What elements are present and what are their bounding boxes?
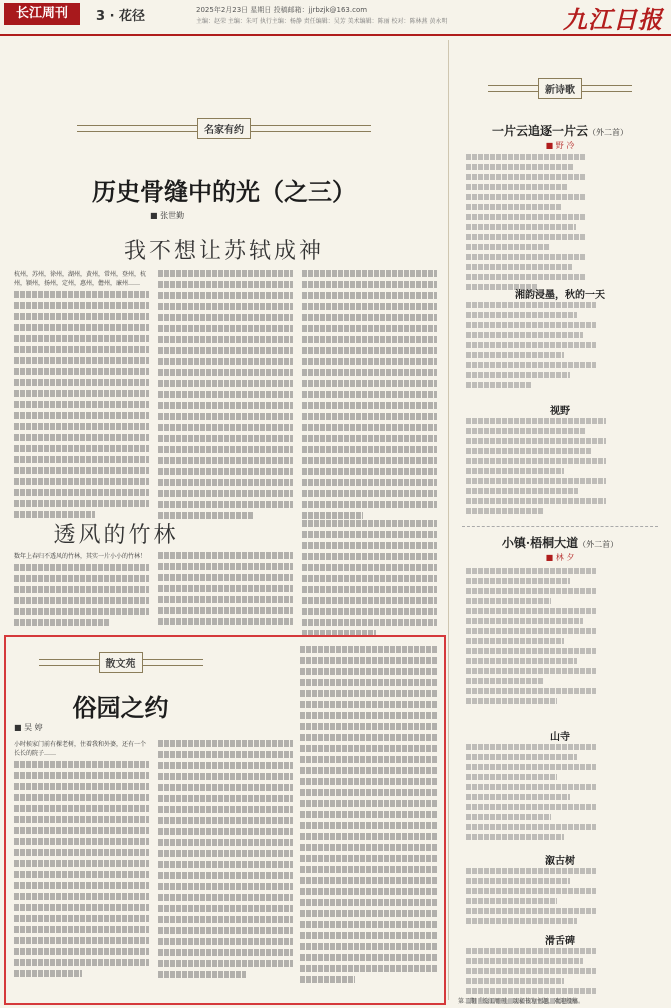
bottom-article-lead: 小时候家门前有棵老树，住着我和外婆，还有一个长长的院子…… bbox=[14, 741, 147, 757]
body-text-line bbox=[300, 767, 438, 774]
body-text-line bbox=[466, 618, 583, 624]
article2-col-1 bbox=[14, 552, 149, 630]
body-text-line bbox=[14, 772, 149, 779]
body-text-line bbox=[158, 380, 293, 387]
body-text-line bbox=[466, 362, 596, 368]
article1-col-2 bbox=[158, 270, 293, 523]
body-text-line bbox=[158, 850, 293, 857]
body-text-line bbox=[466, 418, 606, 424]
body-text-line bbox=[158, 281, 293, 288]
body-text-line bbox=[158, 325, 293, 332]
body-text-line bbox=[14, 379, 149, 386]
body-text-line bbox=[158, 435, 293, 442]
body-text-line bbox=[466, 608, 596, 614]
body-text-line bbox=[302, 608, 437, 615]
article-title: 历史骨缝中的光（之三） bbox=[92, 177, 356, 206]
body-text-line bbox=[158, 369, 293, 376]
article2-col-2 bbox=[158, 552, 293, 629]
body-text-line bbox=[302, 542, 437, 549]
body-text-line bbox=[300, 811, 438, 818]
body-text-line bbox=[158, 501, 293, 508]
body-text-line bbox=[466, 978, 564, 984]
body-text-line bbox=[466, 698, 557, 704]
body-text-line bbox=[14, 597, 149, 604]
body-text-line bbox=[466, 372, 570, 378]
body-text-line bbox=[302, 380, 437, 387]
body-text-line bbox=[14, 970, 82, 977]
body-text-line bbox=[466, 264, 572, 270]
tag-rule-right bbox=[251, 125, 371, 132]
body-text-line bbox=[158, 773, 293, 780]
poem1-title-text: 一片云追逐一片云 bbox=[491, 124, 588, 138]
body-text-line bbox=[302, 314, 437, 321]
body-text-line bbox=[300, 745, 438, 752]
body-text-line bbox=[158, 751, 293, 758]
body-text-line bbox=[158, 927, 293, 934]
body-text-line bbox=[158, 861, 293, 868]
body-text-line bbox=[300, 789, 438, 796]
poem7-title: 滑舌碑 bbox=[545, 936, 575, 947]
body-text-line bbox=[14, 926, 149, 933]
body-text-line bbox=[302, 336, 437, 343]
body-text-line bbox=[466, 568, 596, 574]
body-text-line bbox=[158, 795, 293, 802]
body-text-line bbox=[302, 619, 437, 626]
body-text-line bbox=[158, 905, 293, 912]
body-text-line bbox=[158, 446, 293, 453]
body-text-line bbox=[158, 574, 293, 581]
body-text-line bbox=[158, 596, 293, 603]
body-text-line bbox=[466, 174, 586, 180]
bottom-article-title: 俗园之约 bbox=[72, 693, 169, 722]
body-text-line bbox=[14, 412, 149, 419]
body-text-line bbox=[466, 948, 596, 954]
body-text-line bbox=[158, 883, 293, 890]
body-text-line bbox=[14, 761, 149, 768]
body-text-line bbox=[466, 214, 586, 220]
body-text-line bbox=[14, 434, 149, 441]
body-text-line bbox=[14, 401, 149, 408]
body-text-line bbox=[466, 668, 596, 674]
body-text-line bbox=[14, 368, 149, 375]
body-text-line bbox=[466, 814, 551, 820]
body-text-line bbox=[466, 598, 551, 604]
poem2-body bbox=[466, 302, 596, 392]
body-text-line bbox=[300, 690, 438, 697]
body-text-line bbox=[466, 428, 585, 434]
body-text-line bbox=[466, 382, 531, 388]
body-text-line bbox=[302, 369, 437, 376]
body-text-line bbox=[158, 740, 293, 747]
article2-col-3 bbox=[302, 520, 437, 641]
body-text-line bbox=[158, 806, 293, 813]
body-text-line bbox=[466, 352, 564, 358]
body-text-line bbox=[158, 817, 293, 824]
body-text-line bbox=[466, 794, 570, 800]
poem3-title: 视野 bbox=[550, 406, 570, 417]
body-text-line bbox=[302, 435, 437, 442]
body-text-line bbox=[14, 849, 149, 856]
body-text-line bbox=[466, 468, 564, 474]
body-text-line bbox=[14, 390, 149, 397]
body-text-line bbox=[300, 855, 438, 862]
body-text-line bbox=[158, 916, 293, 923]
body-text-line bbox=[466, 342, 596, 348]
body-text-line bbox=[466, 648, 596, 654]
body-text-line bbox=[466, 658, 577, 664]
body-text-line bbox=[158, 585, 293, 592]
poem4-title bbox=[452, 534, 668, 551]
body-text-line bbox=[14, 959, 149, 966]
body-text-line bbox=[158, 457, 293, 464]
body-text-line bbox=[466, 322, 596, 328]
poem4-author: ■ 林 夕 bbox=[545, 553, 575, 562]
body-text-line bbox=[466, 204, 562, 210]
body-text-line bbox=[466, 754, 577, 760]
poetry-column bbox=[452, 40, 668, 1005]
body-text-line bbox=[302, 303, 437, 310]
body-text-line bbox=[300, 679, 438, 686]
body-text-line bbox=[466, 498, 606, 504]
body-text-line bbox=[302, 391, 437, 398]
body-text-line bbox=[14, 816, 149, 823]
bottom-article-col-1 bbox=[14, 740, 149, 981]
tag-rule-left bbox=[488, 85, 538, 92]
body-text-line bbox=[302, 531, 437, 538]
body-text-line bbox=[300, 712, 438, 719]
body-text-line bbox=[300, 943, 438, 950]
article1-lead: 杭州，苏州，徐州，湖州，黄州，常州，登州，杭州，颍州，扬州，定州，惠州，儋州，廉州…… bbox=[14, 271, 147, 287]
body-text-line bbox=[300, 646, 438, 653]
body-text-line bbox=[14, 357, 149, 364]
body-text-line bbox=[300, 778, 438, 785]
body-text-line bbox=[14, 478, 149, 485]
body-text-line bbox=[466, 194, 586, 200]
body-text-line bbox=[158, 607, 293, 614]
newspaper-logo: 九江日报 bbox=[563, 5, 663, 34]
body-text-line bbox=[158, 960, 293, 967]
body-text-line bbox=[466, 234, 586, 240]
tag-rule-left bbox=[77, 125, 197, 132]
body-text-line bbox=[158, 292, 293, 299]
column-tag-xinshige bbox=[452, 78, 668, 99]
body-text-line bbox=[158, 552, 293, 559]
body-text-line bbox=[466, 332, 583, 338]
body-text-line bbox=[14, 783, 149, 790]
body-text-line bbox=[302, 457, 437, 464]
body-text-line bbox=[158, 347, 293, 354]
body-text-line bbox=[158, 413, 293, 420]
body-text-line bbox=[14, 456, 149, 463]
body-text-line bbox=[302, 347, 437, 354]
body-text-line bbox=[466, 224, 576, 230]
body-text-line bbox=[466, 988, 596, 994]
body-text-line bbox=[14, 608, 149, 615]
body-text-line bbox=[14, 805, 149, 812]
body-text-line bbox=[158, 949, 293, 956]
body-text-line bbox=[158, 402, 293, 409]
body-text-line bbox=[302, 575, 437, 582]
body-text-line bbox=[14, 313, 149, 320]
body-text-line bbox=[466, 478, 606, 484]
body-text-line bbox=[300, 833, 438, 840]
body-text-line bbox=[466, 898, 557, 904]
body-text-line bbox=[466, 868, 596, 874]
body-text-line bbox=[158, 391, 293, 398]
body-text-line bbox=[300, 976, 355, 983]
body-text-line bbox=[466, 958, 583, 964]
article-subtitle-2: 透风的竹林 bbox=[53, 523, 179, 548]
body-text-line bbox=[302, 479, 437, 486]
body-text-line bbox=[158, 762, 293, 769]
body-text-line bbox=[14, 324, 149, 331]
body-text-line bbox=[466, 312, 577, 318]
body-text-line bbox=[466, 302, 596, 308]
body-text-line bbox=[466, 784, 596, 790]
poem2-title: 湘韵浸墨，秋的一天 bbox=[515, 290, 605, 301]
body-text-line bbox=[14, 893, 149, 900]
body-text-line bbox=[300, 932, 438, 939]
bottom-article-byline: ■ 吴 婷 bbox=[14, 723, 43, 732]
body-text-line bbox=[466, 804, 596, 810]
body-text-line bbox=[158, 468, 293, 475]
body-text-line bbox=[158, 938, 293, 945]
body-text-line bbox=[300, 822, 438, 829]
article2-lead: 数年上春归不透风的竹林，其实一片小小的竹林！ bbox=[14, 553, 147, 560]
body-text-line bbox=[466, 274, 586, 280]
body-text-line bbox=[300, 756, 438, 763]
body-text-line bbox=[466, 458, 606, 464]
body-text-line bbox=[302, 325, 437, 332]
body-text-line bbox=[302, 446, 437, 453]
tag-rule-left bbox=[39, 659, 99, 666]
column-divider bbox=[448, 40, 449, 1000]
column-tag-sanwen bbox=[8, 652, 233, 673]
page-number: 3 · 花径 bbox=[96, 9, 146, 24]
poem4-title-text: 小镇·梧桐大道 bbox=[501, 536, 579, 550]
body-text-line bbox=[466, 688, 596, 694]
body-text-line bbox=[302, 564, 437, 571]
body-text-line bbox=[14, 586, 149, 593]
body-text-line bbox=[14, 948, 149, 955]
body-text-line bbox=[466, 508, 543, 514]
poem4-subtitle: （外二首） bbox=[578, 540, 619, 549]
body-text-line bbox=[14, 423, 149, 430]
section-label: 长江周刊 bbox=[4, 3, 80, 25]
body-text-line bbox=[466, 244, 550, 250]
tag-rule-right bbox=[582, 85, 632, 92]
body-text-line bbox=[466, 154, 586, 160]
poem5-body bbox=[466, 744, 596, 844]
body-text-line bbox=[466, 888, 596, 894]
body-text-line bbox=[158, 314, 293, 321]
body-text-line bbox=[302, 424, 437, 431]
column-footer-note: 第二期「长江周刊」以家书为主题，欢迎投稿。 bbox=[458, 998, 585, 1005]
body-text-line bbox=[14, 860, 149, 867]
section-divider bbox=[462, 526, 658, 527]
body-text-line bbox=[300, 701, 438, 708]
body-text-line bbox=[300, 954, 438, 961]
body-text-line bbox=[14, 904, 149, 911]
body-text-line bbox=[302, 468, 437, 475]
poem5-title: 山寺 bbox=[550, 732, 570, 743]
body-text-line bbox=[158, 618, 293, 625]
poem1-title bbox=[452, 122, 668, 139]
body-text-line bbox=[302, 490, 437, 497]
body-text-line bbox=[158, 894, 293, 901]
body-text-line bbox=[14, 489, 149, 496]
column-tag-label: 新诗歌 bbox=[538, 78, 582, 99]
issue-meta: 2025年2月23日 星期日 投稿邮箱：jjrbzjk@163.com bbox=[196, 6, 368, 14]
article-byline: ■ 张世勤 bbox=[150, 211, 185, 220]
body-text-line bbox=[14, 827, 149, 834]
editor-credits: 主编：赵荣 主编：朱可 执行主编：杨静 责任编辑：吴芳 美术编辑：陈丽 校对：陈林燕 黄永明 bbox=[196, 18, 448, 25]
body-text-line bbox=[300, 888, 438, 895]
body-text-line bbox=[302, 281, 437, 288]
body-text-line bbox=[300, 921, 438, 928]
body-text-line bbox=[14, 445, 149, 452]
body-text-line bbox=[158, 303, 293, 310]
column-tag-label: 散文苑 bbox=[99, 652, 143, 673]
poem3-body bbox=[466, 418, 606, 518]
body-text-line bbox=[302, 586, 437, 593]
body-text-line bbox=[302, 512, 363, 519]
body-text-line bbox=[14, 467, 149, 474]
body-text-line bbox=[300, 800, 438, 807]
body-text-line bbox=[466, 764, 596, 770]
body-text-line bbox=[14, 871, 149, 878]
body-text-line bbox=[302, 358, 437, 365]
body-text-line bbox=[14, 346, 149, 353]
body-text-line bbox=[14, 882, 149, 889]
body-text-line bbox=[300, 910, 438, 917]
body-text-line bbox=[466, 908, 596, 914]
body-text-line bbox=[14, 838, 149, 845]
body-text-line bbox=[158, 270, 293, 277]
body-text-line bbox=[158, 563, 293, 570]
body-text-line bbox=[466, 184, 568, 190]
poem6-title: 溆古树 bbox=[545, 856, 575, 867]
body-text-line bbox=[300, 723, 438, 730]
poem4-body bbox=[466, 568, 596, 708]
body-text-line bbox=[466, 824, 596, 830]
body-text-line bbox=[158, 971, 246, 978]
poem1-author: ■ 野 冷 bbox=[545, 141, 575, 150]
body-text-line bbox=[14, 500, 149, 507]
body-text-line bbox=[14, 291, 149, 298]
body-text-line bbox=[302, 553, 437, 560]
body-text-line bbox=[302, 413, 437, 420]
body-text-line bbox=[466, 968, 596, 974]
body-text-line bbox=[300, 877, 438, 884]
bottom-article-col-2 bbox=[158, 740, 293, 982]
body-text-line bbox=[466, 578, 570, 584]
body-text-line bbox=[302, 292, 437, 299]
body-text-line bbox=[14, 619, 109, 626]
body-text-line bbox=[466, 774, 557, 780]
body-text-line bbox=[14, 335, 149, 342]
poem1-subtitle: （外二首） bbox=[588, 128, 628, 137]
body-text-line bbox=[300, 668, 438, 675]
body-text-line bbox=[300, 844, 438, 851]
body-text-line bbox=[466, 918, 577, 924]
article1-col-3 bbox=[302, 270, 437, 523]
body-text-line bbox=[14, 511, 95, 518]
body-text-line bbox=[466, 744, 596, 750]
body-text-line bbox=[158, 490, 293, 497]
body-text-line bbox=[302, 270, 437, 277]
body-text-line bbox=[300, 866, 438, 873]
page-header bbox=[0, 0, 671, 36]
body-text-line bbox=[300, 657, 438, 664]
body-text-line bbox=[466, 878, 570, 884]
body-text-line bbox=[466, 628, 596, 634]
body-text-line bbox=[158, 479, 293, 486]
body-text-line bbox=[158, 784, 293, 791]
article-subtitle-1: 我不想让苏轼成神 bbox=[123, 239, 324, 264]
bottom-article-col-3 bbox=[300, 646, 438, 987]
body-text-line bbox=[466, 834, 564, 840]
body-text-line bbox=[466, 438, 606, 444]
body-text-line bbox=[466, 254, 586, 260]
body-text-line bbox=[14, 302, 149, 309]
body-text-line bbox=[158, 872, 293, 879]
body-text-line bbox=[158, 839, 293, 846]
article1-col-1 bbox=[14, 270, 149, 522]
poem6-body bbox=[466, 868, 596, 928]
body-text-line bbox=[466, 588, 596, 594]
body-text-line bbox=[14, 915, 149, 922]
body-text-line bbox=[302, 520, 437, 527]
column-tag-label: 名家有约 bbox=[197, 118, 251, 139]
body-text-line bbox=[466, 164, 574, 170]
body-text-line bbox=[14, 794, 149, 801]
column-tag-mingjia bbox=[6, 118, 442, 139]
body-text-line bbox=[466, 638, 564, 644]
body-text-line bbox=[14, 937, 149, 944]
body-text-line bbox=[302, 501, 437, 508]
body-text-line bbox=[300, 899, 438, 906]
body-text-line bbox=[302, 402, 437, 409]
tag-rule-right bbox=[143, 659, 203, 666]
body-text-line bbox=[14, 564, 149, 571]
body-text-line bbox=[466, 678, 544, 684]
body-text-line bbox=[158, 358, 293, 365]
poem1-body bbox=[466, 154, 586, 294]
body-text-line bbox=[14, 575, 149, 582]
body-text-line bbox=[158, 336, 293, 343]
body-text-line bbox=[466, 488, 578, 494]
body-text-line bbox=[158, 828, 293, 835]
body-text-line bbox=[158, 424, 293, 431]
body-text-line bbox=[466, 448, 592, 454]
body-text-line bbox=[300, 734, 438, 741]
body-text-line bbox=[300, 965, 438, 972]
body-text-line bbox=[302, 597, 437, 604]
